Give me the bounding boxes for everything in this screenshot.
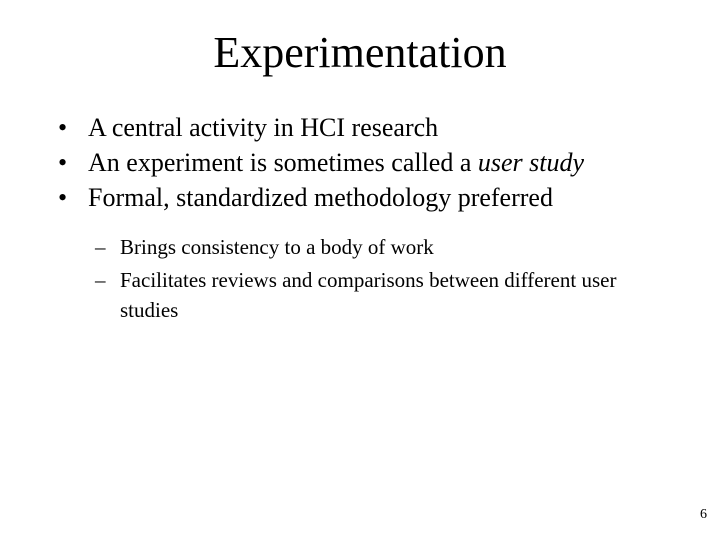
bullet-marker: • [58,148,68,177]
emphasized-term-user-study: user study [477,148,585,177]
bullet-text-prefix: A central activity in HCI research [88,113,439,142]
bullet-marker: • [58,183,68,212]
bullet-item-user-study [58,145,698,180]
sub-bullet-text: Facilitates reviews and comparisons between different user studies [120,268,617,322]
slide-page-number: 6 [700,507,707,522]
bullet-item-formal-methodology [58,180,698,215]
bullet-text [88,110,438,145]
bullet-text [88,180,553,215]
sub-bullet-reviews-comparisons [95,265,655,325]
slide-title: Experimentation [213,28,507,77]
bullet-text-prefix: An experiment is sometimes called a [88,148,478,177]
sub-bullet-marker: – [95,235,106,259]
bullet-text-prefix: Formal, standardized methodology preferred [88,183,553,212]
sub-bullet-text: Brings consistency to a body of work [120,235,434,259]
bullet-marker: • [58,113,68,142]
bullet-text [88,145,584,180]
bullet-item-central-activity [58,110,698,145]
sub-bullet-consistency [95,232,655,262]
sub-bullet-list [95,232,655,328]
bullet-list [58,110,698,215]
sub-bullet-marker: – [95,268,106,292]
